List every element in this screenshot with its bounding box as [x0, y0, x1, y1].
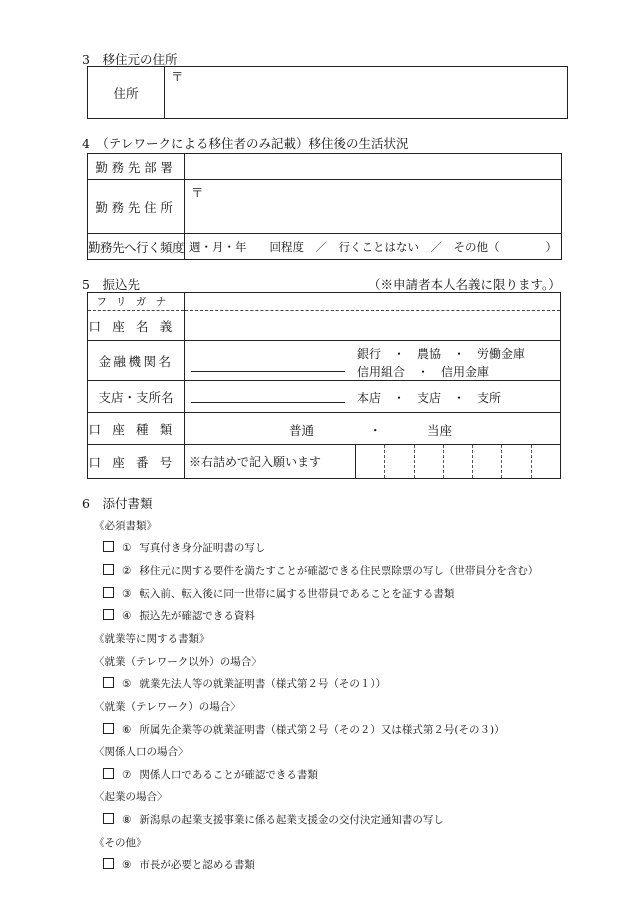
attachment-item-7[interactable] [103, 767, 318, 782]
postal-mark: 〒 [171, 69, 184, 84]
account-number-note: ※右詰めで記入願います [185, 445, 356, 478]
department-label: 勤務先部署 [88, 154, 185, 180]
item-text: 就業先法人等の就業証明書（様式第２号（その１）） [139, 678, 387, 690]
furigana-label: フリガナ [88, 293, 185, 311]
item-text: 写真付き身分証明書の写し [139, 542, 266, 554]
item-text: 市長が必要と認める書類 [139, 859, 255, 871]
digit-cell[interactable] [472, 445, 501, 478]
checkbox[interactable] [103, 813, 114, 824]
item-number: ① [122, 542, 132, 554]
account-type-current[interactable]: 当座 [427, 423, 453, 438]
account-type-label: 口座種類 [88, 413, 185, 445]
employment-heading: 《就業等に関する書類》 [94, 633, 210, 645]
bank-label: 金融機関名 [88, 341, 185, 381]
section5-note: （※申請者本人名義に限ります。） [368, 277, 561, 292]
bank-types-line1: 銀行 ・ 農協 ・ 労働金庫 [357, 347, 526, 361]
checkbox[interactable] [103, 723, 114, 734]
work-address-label: 勤務先住所 [88, 180, 185, 234]
frequency-close-paren: ） [545, 240, 557, 254]
postal-mark-work: 〒 [191, 185, 204, 200]
item-number: ⑧ [122, 814, 132, 826]
account-type-field[interactable] [185, 413, 561, 445]
address-label: 住所 [88, 67, 165, 119]
section4-title: 4 （テレワークによる移住者のみ記載）移住後の生活状況 [82, 136, 409, 151]
account-number-field[interactable] [185, 445, 561, 479]
frequency-options: 週・月・年 回程度 ／ 行くことはない ／ その他（ [189, 239, 500, 254]
digit-cell[interactable] [501, 445, 530, 478]
item-number: ⑦ [122, 769, 132, 781]
checkbox[interactable] [103, 858, 114, 869]
bank-field[interactable] [185, 341, 561, 381]
digit-cell[interactable] [384, 445, 413, 478]
branch-field[interactable] [185, 381, 561, 413]
account-type-ordinary[interactable]: 普通 [289, 423, 315, 438]
attachment-item-8[interactable] [103, 812, 444, 827]
checkbox[interactable] [103, 564, 114, 575]
attachment-item-3[interactable] [103, 586, 454, 601]
checkbox[interactable] [103, 609, 114, 620]
checkbox[interactable] [103, 541, 114, 552]
section6-title: 6 添付書類 [82, 496, 153, 511]
account-number-label: 口座番号 [88, 445, 185, 479]
checkbox[interactable] [103, 587, 114, 598]
attachment-item-4[interactable] [103, 608, 255, 623]
branch-label: 支店・支所名 [88, 381, 185, 413]
attachment-item-6[interactable] [103, 722, 505, 737]
bank-table [87, 292, 561, 479]
digit-cell[interactable] [356, 445, 384, 478]
account-type-separator: ・ [369, 423, 382, 438]
required-heading: 《必須書類》 [94, 520, 157, 532]
item-text: 関係人口であることが確認できる書類 [139, 769, 318, 781]
previous-address-field[interactable] [165, 67, 568, 119]
department-field[interactable] [185, 154, 562, 180]
account-number-digits[interactable] [356, 445, 560, 478]
attachment-item-2[interactable] [103, 563, 538, 578]
section4-table [87, 153, 562, 260]
frequency-field[interactable] [185, 234, 562, 260]
section3-table [87, 66, 568, 119]
furigana-field[interactable] [185, 293, 561, 311]
digit-cell[interactable] [443, 445, 472, 478]
work-address-field[interactable] [185, 180, 562, 234]
attachment-item-1[interactable] [103, 540, 265, 555]
digit-cell[interactable] [531, 445, 560, 478]
bank-types-line2: 信用組合 ・ 信用金庫 [357, 365, 490, 379]
case-non-telework: 〈就業（テレワーク以外）の場合〉 [94, 656, 262, 668]
case-startup: 〈起業の場合〉 [94, 791, 168, 803]
item-number: ⑨ [122, 859, 132, 871]
branch-types: 本店 ・ 支店 ・ 支所 [357, 391, 502, 405]
attachment-item-5[interactable] [103, 676, 386, 691]
attachment-item-9[interactable] [103, 857, 255, 872]
item-text: 新潟県の起業支援事業に係る起業支援金の交付決定通知書の写し [139, 814, 444, 826]
checkbox[interactable] [103, 768, 114, 779]
section5-title: 5 振込先 [82, 277, 140, 292]
item-text: 移住元に関する要件を満たすことが確認できる住民票除票の写し（世帯員分を含む） [139, 565, 539, 577]
branch-name-underline [191, 402, 345, 403]
item-number: ⑥ [122, 724, 132, 736]
item-number: ② [122, 565, 132, 577]
item-text: 転入前、転入後に同一世帯に属する世帯員であることを証する書類 [139, 588, 455, 600]
account-name-field[interactable] [185, 311, 561, 341]
item-number: ③ [122, 588, 132, 600]
case-related-population: 〈関係人口の場合〉 [94, 746, 189, 758]
bank-name-underline [191, 371, 345, 372]
frequency-label: 勤務先へ行く頻度 [88, 234, 185, 260]
item-number: ⑤ [122, 678, 132, 690]
other-heading: 《その他》 [94, 837, 147, 849]
checkbox[interactable] [103, 677, 114, 688]
item-number: ④ [122, 610, 132, 622]
item-text: 振込先が確認できる資料 [139, 610, 255, 622]
section3-title: 3 移住元の住所 [82, 52, 178, 67]
account-name-label: 口座名義 [88, 311, 185, 341]
digit-cell[interactable] [414, 445, 443, 478]
item-text: 所属先企業等の就業証明書（様式第２号（その２）又は様式第２号(その３)） [139, 724, 505, 736]
case-telework: 〈就業（テレワーク）の場合〉 [94, 701, 241, 713]
